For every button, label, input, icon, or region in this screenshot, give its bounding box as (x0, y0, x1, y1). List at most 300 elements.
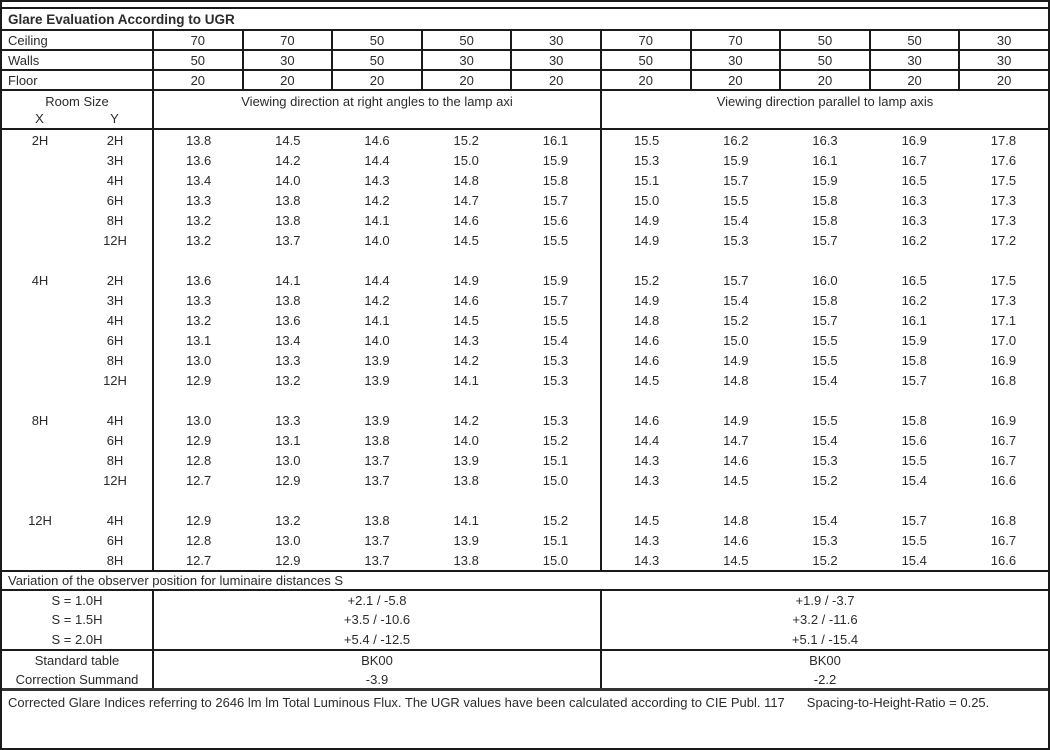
ugr-data-row (2, 310, 1048, 330)
correction-summand-value-g2: -2.2 (600, 670, 1048, 688)
ugr-value-cell: 14.5 (600, 510, 691, 530)
ugr-value-cell (691, 390, 780, 410)
ugr-data-row (2, 530, 1048, 550)
room-y-cell: 2H (78, 130, 154, 150)
section-gap-row (2, 390, 1048, 410)
room-y-cell: 8H (78, 350, 154, 370)
walls-label: Walls (2, 51, 154, 69)
ugr-value-cell: 16.9 (990, 352, 1017, 368)
ugr-value-cell: 16.6 (990, 472, 1017, 488)
ugr-value-cell (870, 490, 959, 510)
ugr-value-cell (332, 250, 421, 270)
ugr-value-cell: 15.9 (542, 272, 569, 288)
room-x-cell (2, 330, 78, 350)
ugr-value-cell: 13.0 (185, 412, 212, 428)
ugr-value-cell: 14.5 (723, 552, 749, 568)
floor-value-cell: 20 (331, 71, 421, 89)
ugr-value-cell: 16.7 (901, 152, 927, 168)
ugr-value-cell: 15.3 (812, 532, 838, 548)
standard-table-label: Standard table (2, 651, 154, 670)
ugr-value-cell (959, 490, 1048, 510)
ugr-value-cell (422, 390, 511, 410)
ugr-value-cell: 14.9 (723, 352, 749, 368)
ugr-data-row (2, 150, 1048, 170)
variation-value-g1: +2.1 / -5.8 (347, 593, 407, 609)
ugr-value-cell: 15.0 (542, 552, 569, 568)
room-size-label: Room Size (45, 94, 109, 109)
walls-value-cell: 50 (331, 51, 421, 69)
ugr-value-cell: 16.9 (990, 412, 1017, 428)
room-y-cell: 12H (78, 370, 154, 390)
ugr-value-cell: 13.3 (275, 352, 301, 368)
room-x-cell (2, 150, 78, 170)
ugr-value-cell: 13.6 (185, 272, 212, 288)
walls-value-cell: 30 (869, 51, 959, 69)
ugr-value-cell: 14.3 (600, 450, 691, 470)
ugr-value-cell: 14.0 (453, 432, 479, 448)
ugr-value-cell: 14.5 (453, 312, 479, 328)
ugr-value-cell: 17.6 (990, 152, 1017, 168)
room-y-cell: 4H (78, 170, 154, 190)
ugr-value-cell: 14.3 (600, 530, 691, 550)
ugr-value-cell: 15.7 (901, 512, 927, 528)
ugr-value-cell: 15.8 (901, 352, 927, 368)
correction-summand-label: Correction Summand (2, 670, 154, 688)
ugr-value-cell: 13.0 (275, 532, 301, 548)
ugr-value-cell (691, 250, 780, 270)
ugr-value-cell: 15.3 (600, 150, 691, 170)
ugr-value-cell: 15.4 (812, 432, 838, 448)
ugr-value-cell (780, 390, 869, 410)
room-x-cell (2, 430, 78, 450)
ugr-value-cell: 15.7 (812, 232, 838, 248)
ugr-value-cell: 14.8 (453, 172, 479, 188)
standard-table-row (2, 651, 1048, 670)
ugr-value-cell: 15.5 (812, 412, 838, 428)
variation-value-g2: +5.1 / -15.4 (600, 630, 1048, 649)
room-x-cell: 12H (28, 512, 52, 528)
room-y-cell (78, 490, 154, 510)
ugr-value-cell: 14.5 (723, 472, 749, 488)
ugr-value-cell: 15.5 (600, 130, 691, 150)
ugr-value-cell: 15.5 (901, 452, 927, 468)
walls-value-cell: 30 (242, 51, 332, 69)
ugr-value-cell: 14.6 (600, 330, 691, 350)
ugr-data-row (2, 350, 1048, 370)
ugr-value-cell: 15.7 (542, 192, 569, 208)
ugr-value-cell (154, 390, 243, 410)
ugr-value-cell: 16.1 (542, 132, 569, 148)
observer-variation-row (2, 630, 1048, 649)
ugr-value-cell: 16.7 (990, 532, 1017, 548)
room-x-cell (2, 490, 78, 510)
ugr-value-cell: 14.4 (364, 272, 390, 288)
room-x-cell (2, 190, 78, 210)
floor-label: Floor (2, 71, 154, 89)
ugr-value-cell: 15.6 (542, 212, 569, 228)
room-x-cell (2, 450, 78, 470)
footnote (2, 691, 1048, 748)
room-y-cell: 12H (78, 470, 154, 490)
ugr-value-cell: 16.3 (901, 192, 927, 208)
ugr-value-cell: 15.2 (812, 472, 838, 488)
ugr-value-cell: 15.3 (542, 412, 569, 428)
ugr-value-cell: 17.5 (990, 172, 1017, 188)
page-title: Glare Evaluation According to UGR (2, 7, 1048, 31)
ugr-data-row (2, 470, 1048, 490)
ugr-value-cell: 14.0 (364, 232, 390, 248)
ugr-value-cell: 12.9 (185, 432, 212, 448)
section-gap-row (2, 250, 1048, 270)
ugr-value-cell: 15.1 (542, 452, 569, 468)
ugr-value-cell: 13.8 (453, 472, 479, 488)
ugr-value-cell: 14.1 (275, 272, 301, 288)
ceiling-value-cell: 30 (510, 31, 600, 49)
ugr-value-cell: 12.9 (275, 472, 301, 488)
ugr-value-cell: 14.1 (364, 212, 390, 228)
ugr-value-cell: 14.9 (600, 230, 691, 250)
ugr-value-cell: 13.9 (364, 412, 390, 428)
ugr-value-cell: 15.5 (901, 532, 927, 548)
ugr-value-cell: 15.3 (723, 232, 749, 248)
ugr-value-cell: 14.0 (275, 172, 301, 188)
ugr-value-cell: 14.3 (364, 172, 390, 188)
floor-value-cell: 20 (958, 71, 1048, 89)
ugr-data-row (2, 190, 1048, 210)
ugr-value-cell: 15.9 (542, 152, 569, 168)
ugr-value-cell: 15.4 (901, 552, 927, 568)
ugr-value-cell: 13.8 (364, 512, 390, 528)
ugr-data-row (2, 430, 1048, 450)
room-y-cell: 4H (78, 510, 154, 530)
ugr-data-row (2, 130, 1048, 150)
ugr-value-cell: 13.7 (275, 232, 301, 248)
correction-summand-row (2, 670, 1048, 691)
ugr-value-cell: 14.6 (453, 292, 479, 308)
ugr-value-cell: 15.7 (723, 272, 749, 288)
ugr-value-cell: 16.7 (990, 432, 1017, 448)
ugr-value-cell: 12.7 (185, 472, 212, 488)
room-x-cell (2, 230, 78, 250)
ugr-value-cell: 12.8 (185, 452, 212, 468)
ugr-value-cell: 13.6 (185, 152, 212, 168)
variation-value-g1: +3.5 / -10.6 (343, 612, 411, 628)
room-x-cell: 8H (31, 412, 49, 428)
ugr-value-cell: 15.8 (812, 212, 838, 228)
ugr-value-cell: 13.2 (185, 212, 212, 228)
ugr-value-cell (870, 250, 959, 270)
ugr-value-cell (154, 490, 243, 510)
ugr-data-row (2, 330, 1048, 350)
ugr-value-cell: 15.7 (812, 312, 838, 328)
ugr-value-cell (959, 390, 1048, 410)
ugr-value-cell: 13.7 (364, 532, 390, 548)
ugr-value-cell: 12.8 (185, 532, 212, 548)
ugr-value-cell: 13.7 (364, 552, 390, 568)
observer-variation-row (2, 610, 1048, 629)
walls-row (2, 51, 1048, 71)
ugr-value-cell (780, 250, 869, 270)
ugr-value-cell: 14.7 (723, 432, 749, 448)
ugr-value-cell: 15.4 (542, 332, 569, 348)
ugr-value-cell: 14.2 (364, 192, 390, 208)
ugr-value-cell: 14.2 (364, 292, 390, 308)
walls-values (154, 51, 1048, 69)
ugr-value-cell (154, 250, 243, 270)
room-y-cell: 8H (78, 210, 154, 230)
room-x-cell (2, 550, 78, 570)
ugr-value-cell: 16.6 (990, 552, 1017, 568)
ugr-value-cell: 15.8 (812, 192, 838, 208)
ugr-value-cell: 14.5 (275, 132, 301, 148)
ugr-value-cell: 13.2 (185, 312, 212, 328)
variation-header: Variation of the observer position for luminaire distances S (2, 572, 1048, 591)
ugr-data-row (2, 370, 1048, 390)
room-y-cell: 6H (78, 330, 154, 350)
room-y-cell: 3H (78, 150, 154, 170)
ugr-table-body (2, 130, 1048, 572)
ugr-value-cell: 15.2 (542, 512, 569, 528)
ugr-value-cell: 13.0 (275, 452, 301, 468)
room-size-axes (2, 111, 152, 126)
ugr-value-cell: 14.8 (600, 310, 691, 330)
ugr-data-row (2, 550, 1048, 570)
ugr-value-cell: 14.6 (600, 410, 691, 430)
ugr-value-cell: 15.2 (542, 432, 569, 448)
room-x-cell (2, 250, 78, 270)
ceiling-label: Ceiling (2, 31, 154, 49)
ugr-value-cell: 16.5 (901, 172, 927, 188)
ugr-value-cell: 13.2 (275, 372, 301, 388)
ugr-value-cell: 12.9 (185, 372, 212, 388)
ugr-value-cell: 15.3 (542, 352, 569, 368)
floor-value-cell: 20 (421, 71, 511, 89)
ugr-value-cell: 13.9 (453, 532, 479, 548)
ugr-value-cell (780, 490, 869, 510)
ugr-value-cell: 17.8 (990, 132, 1017, 148)
room-y-cell: 6H (78, 190, 154, 210)
ugr-value-cell: 17.3 (990, 192, 1017, 208)
ugr-value-cell: 15.0 (542, 472, 569, 488)
ugr-value-cell: 15.3 (812, 452, 838, 468)
ceiling-value-cell: 50 (779, 31, 869, 49)
luminaire-distance-label: S = 1.5H (2, 610, 154, 629)
ceiling-row (2, 31, 1048, 51)
x-axis-label: X (35, 111, 44, 126)
ugr-value-cell: 16.3 (901, 212, 927, 228)
ugr-value-cell: 13.7 (364, 452, 390, 468)
room-x-cell (2, 350, 78, 370)
ugr-value-cell: 13.3 (275, 412, 301, 428)
room-y-cell: 6H (78, 430, 154, 450)
ugr-value-cell: 13.8 (185, 132, 212, 148)
ugr-value-cell: 15.7 (542, 292, 569, 308)
ugr-value-cell: 15.4 (723, 292, 749, 308)
ugr-value-cell: 15.9 (723, 152, 749, 168)
ugr-data-row (2, 210, 1048, 230)
ugr-value-cell: 14.6 (723, 452, 749, 468)
floor-value-cell: 20 (690, 71, 780, 89)
room-x-cell: 2H (31, 132, 49, 148)
ugr-value-cell: 15.4 (812, 512, 838, 528)
room-x-cell (2, 370, 78, 390)
standard-table-value-g1: BK00 (361, 653, 393, 668)
ugr-value-cell: 14.9 (600, 290, 691, 310)
ugr-value-cell: 15.5 (542, 232, 569, 248)
ugr-value-cell: 15.5 (812, 352, 838, 368)
ugr-data-row (2, 510, 1048, 530)
ugr-data-row (2, 270, 1048, 290)
ugr-value-cell: 14.3 (453, 332, 479, 348)
ugr-value-cell: 13.6 (275, 312, 301, 328)
ugr-value-cell: 13.1 (275, 432, 301, 448)
ugr-value-cell: 13.8 (453, 552, 479, 568)
ugr-value-cell: 14.6 (364, 132, 390, 148)
ugr-value-cell: 14.9 (723, 412, 749, 428)
section-gap-row (2, 490, 1048, 510)
ugr-value-cell: 16.8 (990, 372, 1017, 388)
variation-value-g2: +1.9 / -3.7 (600, 591, 1048, 610)
column-header-row (2, 91, 1048, 130)
ugr-value-cell: 14.4 (600, 430, 691, 450)
ugr-value-cell: 14.6 (723, 532, 749, 548)
ugr-value-cell: 15.2 (453, 132, 479, 148)
correction-summand-value-g1: -3.9 (365, 671, 389, 687)
ugr-value-cell: 15.7 (723, 172, 749, 188)
walls-value-cell: 50 (600, 51, 690, 69)
ugr-value-cell: 15.5 (723, 192, 749, 208)
floor-row (2, 71, 1048, 91)
ugr-value-cell: 14.8 (723, 512, 749, 528)
ugr-value-cell: 13.8 (275, 292, 301, 308)
ugr-value-cell: 14.4 (364, 152, 390, 168)
ugr-value-cell (511, 390, 600, 410)
luminaire-distance-label: S = 2.0H (2, 630, 154, 649)
ugr-value-cell: 15.8 (812, 292, 838, 308)
walls-value-cell: 30 (510, 51, 600, 69)
ugr-value-cell: 16.1 (812, 152, 838, 168)
ugr-value-cell (243, 390, 332, 410)
ugr-value-cell: 14.1 (364, 312, 390, 328)
ugr-value-cell: 14.9 (600, 210, 691, 230)
ugr-value-cell: 14.0 (364, 332, 390, 348)
ugr-value-cell: 15.8 (542, 172, 569, 188)
floor-values (154, 71, 1048, 89)
room-size-header (2, 91, 154, 128)
ugr-value-cell: 13.9 (364, 352, 390, 368)
ugr-value-cell: 16.9 (901, 132, 927, 148)
ugr-value-cell: 13.2 (185, 232, 212, 248)
ceiling-value-cell: 70 (190, 32, 206, 48)
ugr-value-cell: 17.5 (990, 272, 1017, 288)
viewing-direction-right-angles-header: Viewing direction at right angles to the lamp axi (241, 94, 513, 109)
ceiling-value-cell: 50 (331, 31, 421, 49)
floor-value-cell: 20 (242, 71, 332, 89)
ugr-value-cell (600, 490, 691, 510)
ugr-value-cell: 16.2 (723, 132, 749, 148)
room-x-cell (2, 390, 78, 410)
variation-value-g2: +3.2 / -11.6 (600, 610, 1048, 629)
ugr-value-cell: 13.8 (275, 212, 301, 228)
ugr-value-cell: 15.2 (812, 552, 838, 568)
ugr-value-cell (600, 250, 691, 270)
ugr-value-cell: 13.9 (364, 372, 390, 388)
room-x-cell (2, 470, 78, 490)
ugr-value-cell: 15.3 (542, 372, 569, 388)
ugr-value-cell: 14.5 (453, 232, 479, 248)
ugr-value-cell: 15.5 (812, 332, 838, 348)
variation-value-g1: +5.4 / -12.5 (343, 631, 411, 647)
ceiling-value-cell: 70 (242, 31, 332, 49)
ugr-value-cell: 13.7 (364, 472, 390, 488)
ugr-value-cell: 17.1 (990, 312, 1017, 328)
footnote-text: Corrected Glare Indices referring to 2646 lm lm Total Luminous Flux. The UGR values have been calculated according to CIE Publ. 117 (8, 695, 785, 710)
ugr-data-row (2, 290, 1048, 310)
ugr-value-cell: 13.2 (275, 512, 301, 528)
ugr-value-cell: 16.3 (812, 132, 838, 148)
ugr-value-cell: 15.4 (723, 212, 749, 228)
walls-value-cell: 50 (190, 52, 206, 68)
ugr-data-row (2, 170, 1048, 190)
floor-value-cell: 20 (510, 71, 600, 89)
ugr-value-cell: 13.1 (185, 332, 212, 348)
ugr-value-cell: 16.8 (990, 512, 1017, 528)
ugr-value-cell: 13.3 (185, 292, 212, 308)
room-y-cell: 3H (78, 290, 154, 310)
ugr-value-cell (422, 490, 511, 510)
ugr-value-cell: 14.8 (723, 372, 749, 388)
y-axis-label: Y (110, 111, 119, 126)
ugr-value-cell: 12.9 (275, 552, 301, 568)
ugr-value-cell: 15.4 (812, 372, 838, 388)
luminaire-distance-label: S = 1.0H (2, 591, 154, 610)
ugr-value-cell: 13.9 (453, 452, 479, 468)
ugr-value-cell: 16.5 (901, 272, 927, 288)
ugr-value-cell: 15.0 (600, 190, 691, 210)
ugr-value-cell (243, 250, 332, 270)
ugr-value-cell (511, 490, 600, 510)
ugr-value-cell: 13.8 (275, 192, 301, 208)
ugr-value-cell: 14.7 (453, 192, 479, 208)
ugr-value-cell: 13.8 (364, 432, 390, 448)
room-y-cell (78, 390, 154, 410)
room-y-cell (78, 250, 154, 270)
ugr-value-cell: 15.1 (600, 170, 691, 190)
floor-value-cell: 20 (779, 71, 869, 89)
ugr-value-cell (332, 390, 421, 410)
viewing-direction-parallel-header: Viewing direction parallel to lamp axis (600, 91, 1048, 128)
room-x-cell (2, 530, 78, 550)
room-y-cell: 4H (78, 410, 154, 430)
ugr-value-cell (600, 390, 691, 410)
walls-value-cell: 30 (690, 51, 780, 69)
walls-value-cell: 30 (421, 51, 511, 69)
ugr-value-cell: 17.2 (990, 232, 1017, 248)
ugr-value-cell: 14.3 (600, 550, 691, 570)
room-x-cell (2, 310, 78, 330)
ceiling-value-cell: 50 (869, 31, 959, 49)
ugr-value-cell: 15.4 (901, 472, 927, 488)
ugr-value-cell: 16.1 (901, 312, 927, 328)
observer-variation-row (2, 591, 1048, 610)
footnote-ratio: Spacing-to-Height-Ratio = 0.25. (806, 695, 990, 710)
ceiling-value-cell: 70 (600, 31, 690, 49)
room-x-cell: 4H (31, 272, 49, 288)
ugr-value-cell: 12.7 (185, 552, 212, 568)
ugr-value-cell: 14.2 (275, 152, 301, 168)
room-y-cell: 4H (78, 310, 154, 330)
ugr-value-cell: 16.0 (812, 272, 838, 288)
